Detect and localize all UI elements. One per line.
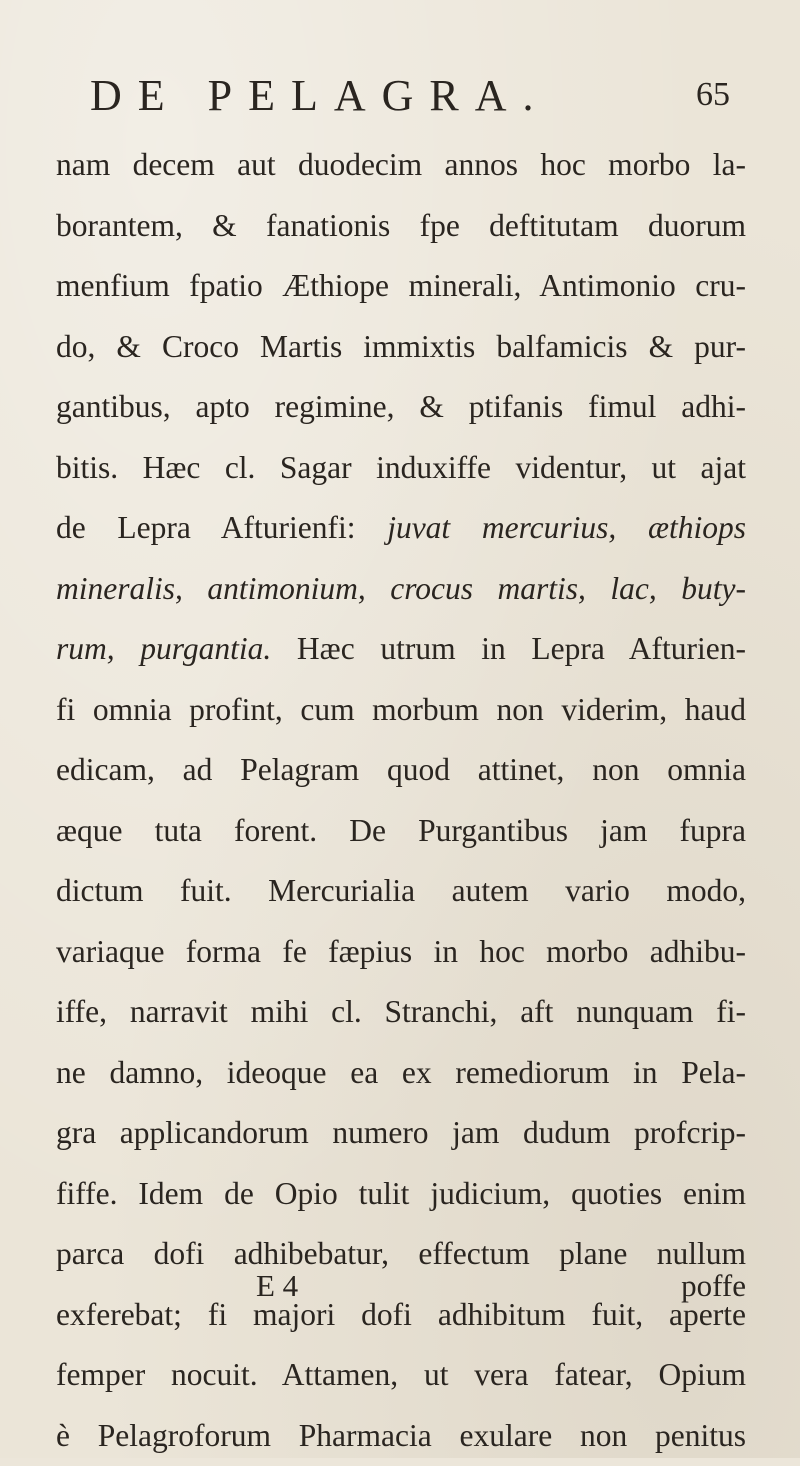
text-segment: ne damno, ideoque ea ex remediorum in Pela- <box>56 1055 746 1090</box>
text-line <box>56 377 746 438</box>
text-line <box>56 680 746 741</box>
text-segment: femper nocuit. Attamen, ut vera fatear, Opium <box>56 1357 746 1392</box>
text-line <box>56 559 746 620</box>
text-line <box>56 498 746 559</box>
page-footer <box>56 1268 746 1318</box>
text-segment: exferebat; fi majori dofi adhibitum fuit, aperte <box>56 1297 746 1332</box>
text-segment: bitis. Hæc cl. Sagar induxiffe videntur, ut ajat <box>56 450 746 485</box>
text-segment: do, & Croco Martis immixtis balfamicis & pur- <box>56 329 746 364</box>
catchword: poffe <box>681 1268 746 1304</box>
italic-text: juvat mercurius, æthiops <box>387 510 746 545</box>
text-segment: gantibus, apto regimine, & ptifanis fimul adhi- <box>56 389 746 424</box>
signature-mark: E 4 <box>256 1268 298 1304</box>
text-segment: æque tuta forent. De Purgantibus jam fupra <box>56 813 746 848</box>
text-segment: borantem, & fanationis fpe deftitutam duorum <box>56 208 746 243</box>
text-line <box>56 740 746 801</box>
text-segment: fiffe. Idem de Opio tulit judicium, quoties enim <box>56 1176 746 1211</box>
body-text <box>56 135 746 1466</box>
text-segment: fi omnia profint, cum morbum non viderim, haud <box>56 692 746 727</box>
text-line <box>56 982 746 1043</box>
text-line <box>56 1406 746 1466</box>
text-line <box>56 1103 746 1164</box>
text-line <box>56 1345 746 1406</box>
text-line <box>56 256 746 317</box>
text-line <box>56 1164 746 1225</box>
page-number: 65 <box>696 76 730 114</box>
text-line <box>56 135 746 196</box>
text-segment: nam decem aut duodecim annos hoc morbo la- <box>56 147 746 182</box>
text-segment: è Pelagroforum Pharmacia exulare non penitus <box>56 1418 746 1453</box>
page-header <box>90 70 730 130</box>
italic-text: rum, purgantia. <box>56 631 271 666</box>
italic-text: mineralis, antimonium, crocus martis, lac, buty- <box>56 571 746 606</box>
text-segment: menfium fpatio Æthiope minerali, Antimonio cru- <box>56 268 746 303</box>
text-line <box>56 801 746 862</box>
text-line <box>56 196 746 257</box>
text-segment: edicam, ad Pelagram quod attinet, non omnia <box>56 752 746 787</box>
text-segment: Hæc utrum in Lepra Afturien- <box>271 631 746 666</box>
text-line <box>56 438 746 499</box>
text-line <box>56 1043 746 1104</box>
text-segment: iffe, narravit mihi cl. Stranchi, aft nunquam fi- <box>56 994 746 1029</box>
text-segment: parca dofi adhibebatur, effectum plane nullum <box>56 1236 746 1271</box>
running-title: DE PELAGRA. <box>90 70 550 121</box>
text-segment: dictum fuit. Mercurialia autem vario modo, <box>56 873 746 908</box>
text-line <box>56 861 746 922</box>
text-line <box>56 922 746 983</box>
text-line <box>56 317 746 378</box>
text-segment: variaque forma fe fæpius in hoc morbo adhibu- <box>56 934 746 969</box>
text-segment: de Lepra Afturienfi: <box>56 510 387 545</box>
text-segment: gra applicandorum numero jam dudum profcrip- <box>56 1115 746 1150</box>
text-line <box>56 619 746 680</box>
